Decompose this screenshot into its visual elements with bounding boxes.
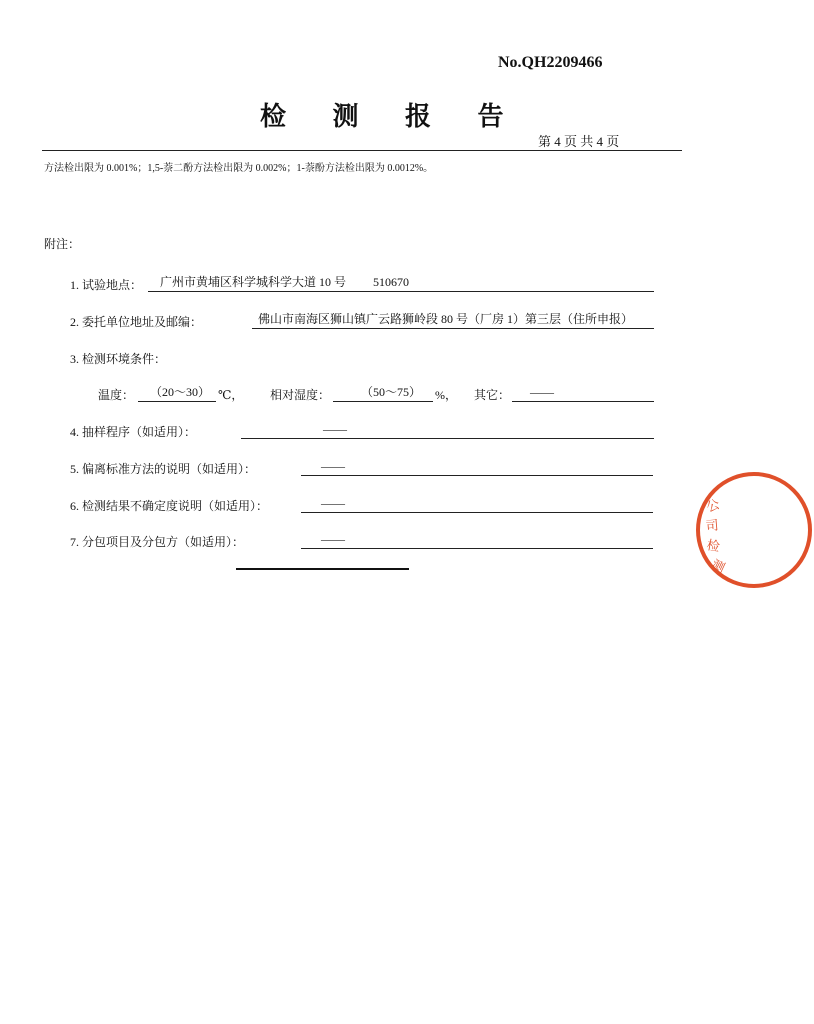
sampling-procedure-label: 4. 抽样程序（如适用）： (70, 425, 197, 439)
humidity-unit: %， (435, 388, 457, 402)
humidity-label: 相对湿度： (270, 388, 331, 402)
svg-text:测: 测 (708, 557, 728, 577)
test-location-postcode: 510670 (373, 275, 410, 289)
client-address-value: 佛山市南海区狮山镇广云路狮岭段 80 号（厂房 1）第三层（住所申报） (258, 312, 634, 326)
temperature-field (138, 384, 216, 402)
other-value: —— (530, 385, 554, 399)
header-divider (42, 150, 682, 151)
deviation-label: 5. 偏离标准方法的说明（如适用）： (70, 462, 257, 476)
report-number: No.QH2209466 (498, 54, 603, 71)
client-address-label: 2. 委托单位地址及邮编： (70, 315, 203, 329)
other-field (512, 384, 654, 402)
subcontract-value: —— (321, 532, 345, 546)
end-of-report-divider (236, 568, 409, 570)
client-address-field (252, 311, 654, 329)
method-detection-note: 方法检出限为 0.001%；1,5-萘二酚方法检出限为 0.002%；1-萘酚方法检出限为 0.0012%。 (44, 163, 434, 174)
sampling-procedure-value: —— (323, 422, 347, 436)
page-info: 第 4 页 共 4 页 (538, 134, 620, 149)
environment-conditions-label: 3. 检测环境条件： (70, 352, 167, 366)
svg-text:司: 司 (705, 518, 720, 535)
sampling-procedure-field (241, 421, 654, 439)
page-title: 检 测 报 告 (260, 102, 524, 131)
uncertainty-field (301, 495, 653, 513)
test-location-label: 1. 试验地点： (70, 278, 143, 292)
other-label: 其它： (474, 388, 511, 402)
subcontract-label: 7. 分包项目及分包方（如适用）： (70, 535, 245, 549)
uncertainty-value: —— (321, 496, 345, 510)
humidity-field (333, 384, 433, 402)
temperature-label: 温度： (98, 388, 135, 402)
deviation-value: —— (321, 459, 345, 473)
deviation-field (301, 458, 653, 476)
company-seal-icon (694, 470, 814, 590)
temperature-value: （20～30） (150, 385, 211, 399)
humidity-value: （50～75） (361, 385, 422, 399)
uncertainty-label: 6. 检测结果不确定度说明（如适用）： (70, 499, 269, 513)
svg-text:公: 公 (704, 497, 722, 516)
svg-text:检: 检 (705, 538, 721, 556)
subcontract-field (301, 531, 653, 549)
appendix-label: 附注： (44, 237, 81, 251)
temperature-unit: ℃， (218, 388, 244, 402)
test-location-address: 广州市黄埔区科学城科学大道 10 号 (160, 275, 347, 289)
test-location-field (148, 274, 654, 292)
